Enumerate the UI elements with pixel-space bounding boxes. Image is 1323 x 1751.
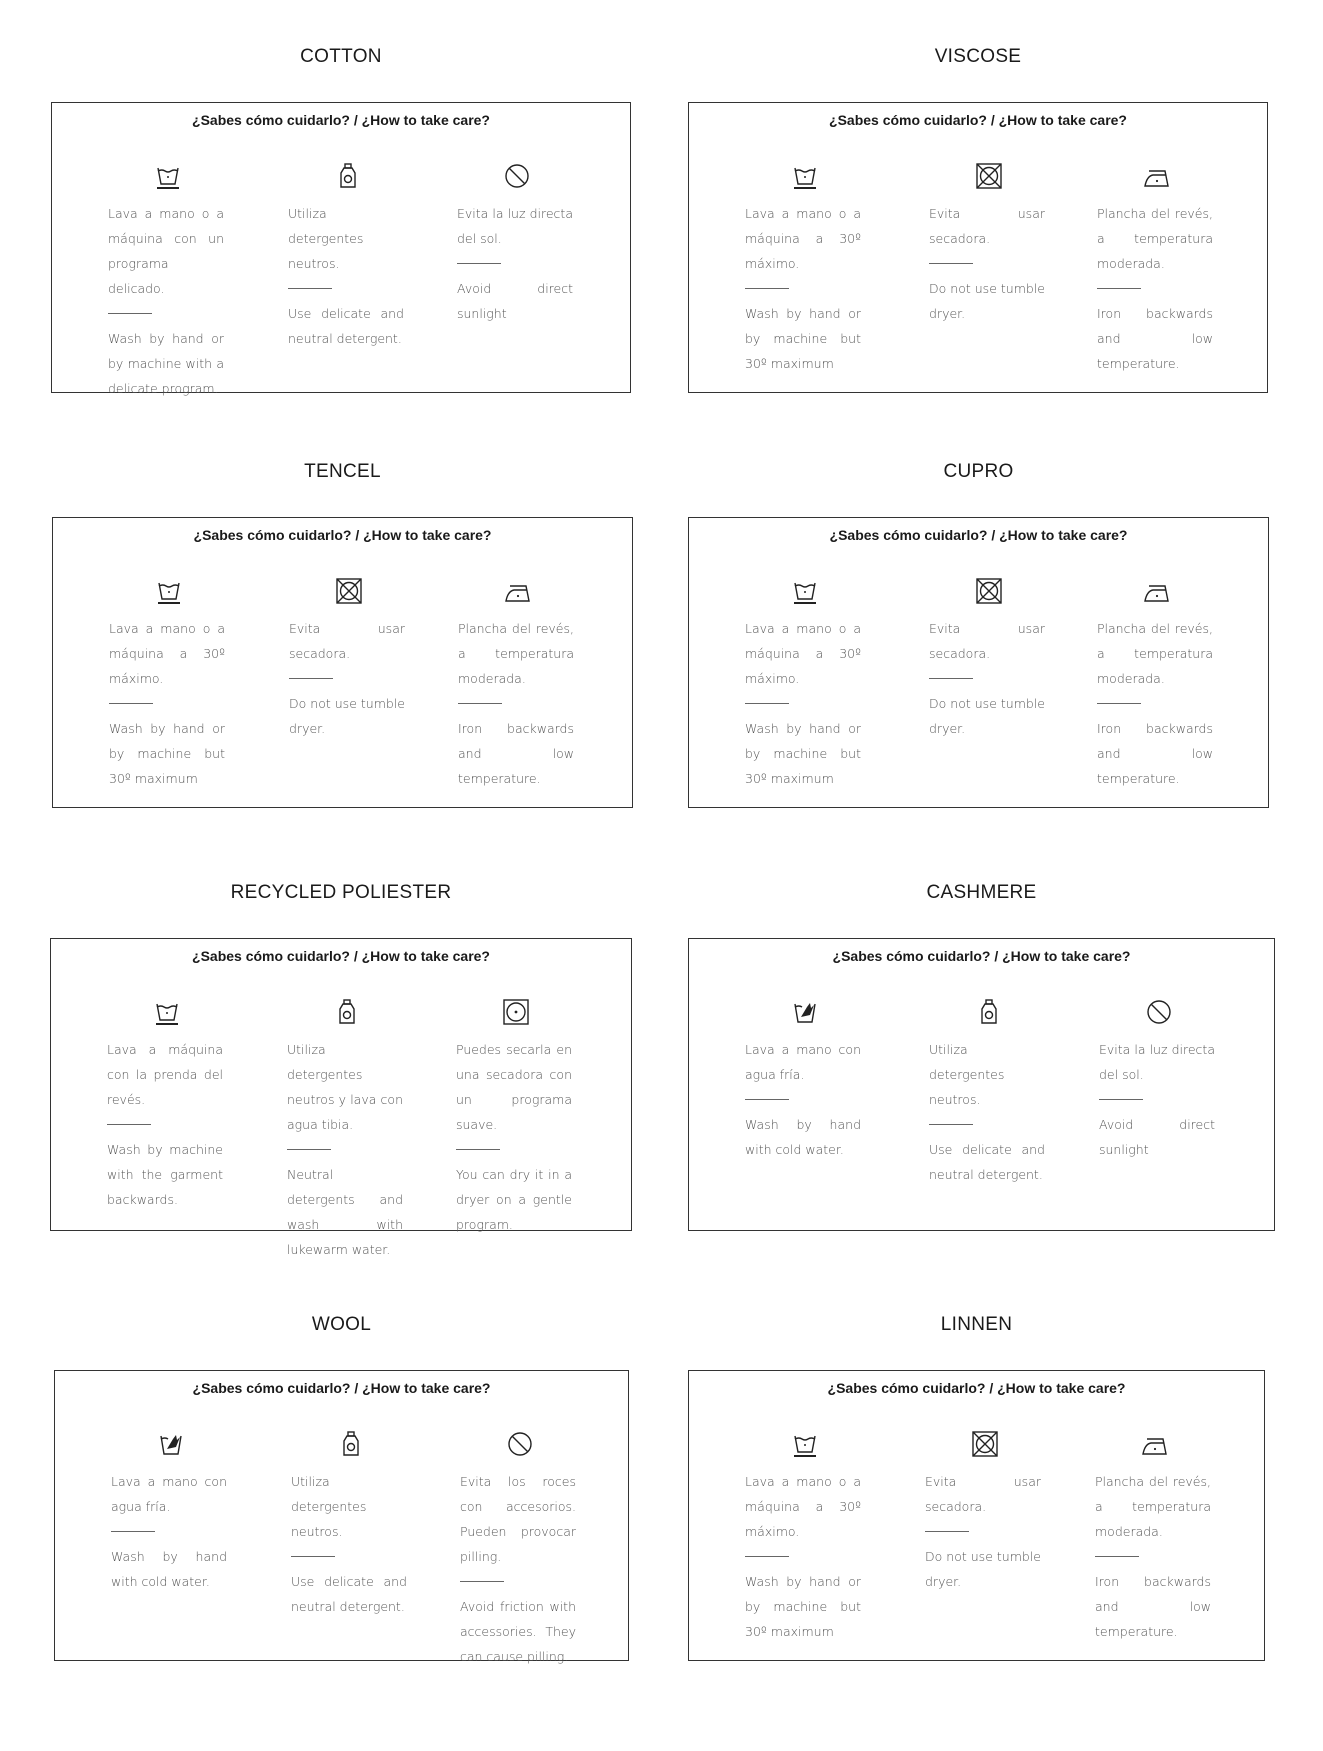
section-title: CASHMERE bbox=[926, 882, 1037, 903]
separator-line bbox=[456, 1149, 500, 1150]
instruction-text bbox=[1095, 1469, 1211, 1644]
instruction-english: Wash by machine with the garment backwards. bbox=[107, 1142, 223, 1207]
instruction-english: Use delicate and neutral detergent. bbox=[929, 1142, 1045, 1182]
care-card bbox=[688, 938, 1275, 1231]
instruction-english: Iron backwards and low temperature. bbox=[458, 721, 574, 786]
instruction-text bbox=[925, 1469, 1041, 1594]
instruction-text bbox=[1097, 201, 1213, 376]
instruction-text bbox=[289, 616, 405, 741]
iron-low-icon bbox=[1142, 161, 1172, 191]
section-title: TENCEL bbox=[304, 461, 381, 482]
no-tumble-dry-icon bbox=[334, 576, 364, 606]
card-heading: ¿Sabes cómo cuidarlo? / ¿How to take care? bbox=[829, 112, 1127, 128]
instruction-english: Wash by hand with cold water. bbox=[111, 1549, 227, 1589]
instruction-text bbox=[460, 1469, 576, 1669]
instruction-spanish: Evita usar secadora. bbox=[289, 621, 405, 661]
wash-30-icon bbox=[790, 576, 820, 606]
instruction-text bbox=[291, 1469, 407, 1619]
separator-line bbox=[929, 1124, 973, 1125]
card-heading: ¿Sabes cómo cuidarlo? / ¿How to take care? bbox=[832, 948, 1131, 964]
no-tumble-dry-icon bbox=[974, 576, 1004, 606]
instruction-spanish: Evita la luz directa del sol. bbox=[457, 206, 573, 246]
instruction-spanish: Evita usar secadora. bbox=[925, 1474, 1041, 1514]
instruction-english: Avoid friction with accessories. They can cause pilling. bbox=[460, 1599, 576, 1664]
separator-line bbox=[288, 288, 332, 289]
instruction-english: Avoid direct sunlight bbox=[457, 281, 573, 321]
instruction-spanish: Lava a mano o a máquina a 30º máximo. bbox=[109, 621, 225, 686]
separator-line bbox=[457, 263, 501, 264]
separator-line bbox=[111, 1531, 155, 1532]
instruction-spanish: Puedes secarla en una secadora con un programa suave. bbox=[456, 1042, 572, 1132]
no-tumble-dry-icon bbox=[970, 1429, 1000, 1459]
instruction-spanish: Lava a mano o a máquina con un programa delicado. bbox=[108, 206, 224, 296]
separator-line bbox=[929, 678, 973, 679]
instruction-english: Iron backwards and low temperature. bbox=[1097, 306, 1213, 371]
instruction-english: Wash by hand or by machine but 30º maximum bbox=[109, 721, 225, 786]
separator-line bbox=[289, 678, 333, 679]
instruction-spanish: Evita la luz directa del sol. bbox=[1099, 1042, 1215, 1082]
instruction-text bbox=[108, 201, 224, 401]
care-card bbox=[52, 517, 633, 808]
instruction-text bbox=[745, 1469, 861, 1644]
separator-line bbox=[460, 1581, 504, 1582]
hand-wash-cold-icon bbox=[156, 1429, 186, 1459]
instruction-spanish: Lava a mano con agua fría. bbox=[111, 1474, 227, 1514]
detergent-bottle-icon bbox=[336, 1429, 366, 1459]
wash-30-icon bbox=[152, 997, 182, 1027]
instruction-text bbox=[929, 1037, 1045, 1187]
instruction-english: Iron backwards and low temperature. bbox=[1095, 1574, 1211, 1639]
instruction-text bbox=[287, 1037, 403, 1262]
separator-line bbox=[291, 1556, 335, 1557]
instruction-english: Wash by hand or by machine with a delicate program. bbox=[108, 331, 224, 396]
no-tumble-dry-icon bbox=[974, 161, 1004, 191]
separator-line bbox=[1097, 703, 1141, 704]
tumble-dry-low-icon bbox=[501, 997, 531, 1027]
separator-line bbox=[745, 288, 789, 289]
separator-line bbox=[745, 1099, 789, 1100]
instruction-english: Wash by hand or by machine but 30º maximum bbox=[745, 306, 861, 371]
instruction-spanish: Lava a mano o a máquina a 30º máximo. bbox=[745, 206, 861, 271]
no-friction-icon bbox=[505, 1429, 535, 1459]
separator-line bbox=[745, 1556, 789, 1557]
section-title: COTTON bbox=[300, 46, 382, 67]
instruction-spanish: Utiliza detergentes neutros y lava con agua tibia. bbox=[287, 1042, 403, 1132]
separator-line bbox=[108, 313, 152, 314]
instruction-text bbox=[288, 201, 404, 351]
instruction-text bbox=[111, 1469, 227, 1594]
iron-low-icon bbox=[503, 576, 533, 606]
instruction-spanish: Utiliza detergentes neutros. bbox=[929, 1042, 1005, 1107]
section-title: WOOL bbox=[311, 1314, 372, 1335]
separator-line bbox=[287, 1149, 331, 1150]
instruction-text bbox=[745, 1037, 861, 1162]
instruction-spanish: Lava a mano o a máquina a 30º máximo. bbox=[745, 1474, 861, 1539]
wash-30-icon bbox=[154, 576, 184, 606]
detergent-bottle-icon bbox=[332, 997, 362, 1027]
instruction-spanish: Utiliza detergentes neutros. bbox=[288, 206, 364, 271]
instruction-english: Neutral detergents and wash with lukewarm water. bbox=[287, 1167, 403, 1257]
instruction-spanish: Evita usar secadora. bbox=[929, 206, 1045, 246]
instruction-spanish: Lava a máquina con la prenda del revés. bbox=[107, 1042, 223, 1107]
instruction-english: Do not use tumble dryer. bbox=[929, 696, 1045, 736]
instruction-text bbox=[107, 1037, 223, 1212]
instruction-english: Wash by hand with cold water. bbox=[745, 1117, 861, 1157]
instruction-english: Do not use tumble dryer. bbox=[925, 1549, 1041, 1589]
instruction-spanish: Lava a mano o a máquina a 30º máximo. bbox=[745, 621, 861, 686]
instruction-english: Use delicate and neutral detergent. bbox=[291, 1574, 407, 1614]
care-card bbox=[50, 938, 632, 1257]
instruction-english: Use delicate and neutral detergent. bbox=[288, 306, 404, 346]
hand-wash-cold-icon bbox=[790, 997, 820, 1027]
card-heading: ¿Sabes cómo cuidarlo? / ¿How to take care? bbox=[192, 1380, 491, 1396]
instruction-text bbox=[929, 201, 1045, 326]
instruction-english: Iron backwards and low temperature. bbox=[1097, 721, 1213, 786]
instruction-english: Wash by hand or by machine but 30º maximum bbox=[745, 721, 861, 786]
instruction-text bbox=[745, 616, 861, 791]
care-card bbox=[688, 102, 1268, 393]
separator-line bbox=[109, 703, 153, 704]
separator-line bbox=[925, 1531, 969, 1532]
instruction-spanish: Plancha del revés, a temperatura moderada. bbox=[1095, 1474, 1211, 1539]
instruction-english: You can dry it in a dryer on a gentle program. bbox=[456, 1167, 572, 1232]
instruction-english: Wash by hand or by machine but 30º maximum bbox=[745, 1574, 861, 1639]
section-title: LINNEN bbox=[940, 1314, 1013, 1335]
separator-line bbox=[745, 703, 789, 704]
section-title: VISCOSE bbox=[934, 46, 1022, 67]
care-card bbox=[688, 1370, 1265, 1661]
detergent-bottle-icon bbox=[974, 997, 1004, 1027]
instruction-text bbox=[1097, 616, 1213, 791]
separator-line bbox=[929, 263, 973, 264]
instruction-text bbox=[745, 201, 861, 376]
care-card bbox=[54, 1370, 629, 1664]
instruction-text bbox=[1099, 1037, 1215, 1162]
instruction-spanish: Plancha del revés, a temperatura moderada. bbox=[1097, 621, 1213, 686]
instruction-spanish: Evita los roces con accesorios. Pueden provocar pilling. bbox=[460, 1474, 576, 1564]
card-heading: ¿Sabes cómo cuidarlo? / ¿How to take care? bbox=[193, 527, 492, 543]
no-sun-icon bbox=[1144, 997, 1174, 1027]
card-heading: ¿Sabes cómo cuidarlo? / ¿How to take care? bbox=[192, 112, 490, 128]
instruction-english: Do not use tumble dryer. bbox=[929, 281, 1045, 321]
instruction-spanish: Plancha del revés, a temperatura moderada. bbox=[1097, 206, 1213, 271]
separator-line bbox=[1099, 1099, 1143, 1100]
instruction-text bbox=[109, 616, 225, 791]
card-heading: ¿Sabes cómo cuidarlo? / ¿How to take care? bbox=[827, 1380, 1126, 1396]
instruction-spanish: Lava a mano con agua fría. bbox=[745, 1042, 861, 1082]
separator-line bbox=[107, 1124, 151, 1125]
instruction-text bbox=[458, 616, 574, 791]
wash-30-icon bbox=[790, 161, 820, 191]
card-heading: ¿Sabes cómo cuidarlo? / ¿How to take care? bbox=[192, 948, 490, 964]
no-sun-icon bbox=[502, 161, 532, 191]
separator-line bbox=[1097, 288, 1141, 289]
instruction-spanish: Utiliza detergentes neutros. bbox=[291, 1474, 367, 1539]
hand-wash-icon bbox=[153, 161, 183, 191]
instruction-text bbox=[457, 201, 573, 326]
instruction-spanish: Plancha del revés, a temperatura moderada. bbox=[458, 621, 574, 686]
instruction-spanish: Evita usar secadora. bbox=[929, 621, 1045, 661]
instruction-english: Do not use tumble dryer. bbox=[289, 696, 405, 736]
care-card bbox=[51, 102, 631, 396]
detergent-bottle-icon bbox=[333, 161, 363, 191]
iron-low-icon bbox=[1142, 576, 1172, 606]
instruction-english: Avoid direct sunlight bbox=[1099, 1117, 1215, 1157]
iron-low-icon bbox=[1140, 1429, 1170, 1459]
wash-30-icon bbox=[790, 1429, 820, 1459]
separator-line bbox=[458, 703, 502, 704]
section-title: RECYCLED POLIESTER bbox=[230, 882, 452, 903]
instruction-text bbox=[456, 1037, 572, 1237]
care-card bbox=[688, 517, 1269, 808]
separator-line bbox=[1095, 1556, 1139, 1557]
section-title: CUPRO bbox=[943, 461, 1014, 482]
card-heading: ¿Sabes cómo cuidarlo? / ¿How to take care? bbox=[829, 527, 1128, 543]
instruction-text bbox=[929, 616, 1045, 741]
